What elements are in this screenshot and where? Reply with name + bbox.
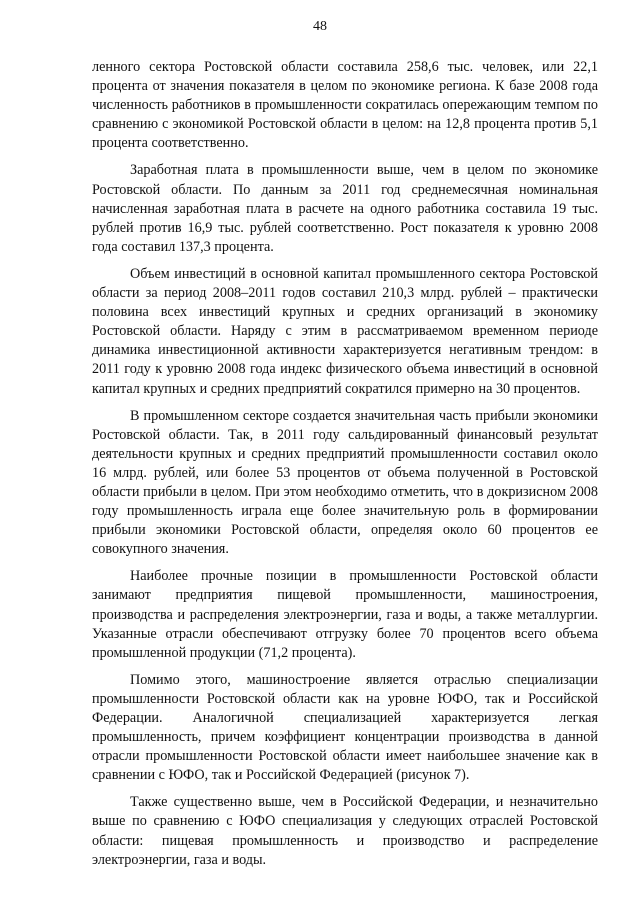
paragraph-continuation: ленного сектора Ростовской области составила 258,6 тыс. человек, или 22,1 процента от значения показателя в целом по экономике региона. К базе 2008 года численность работников в промышленности сократилась опережающим темпом по сравнению с экономикой Ростовской области в целом: на 12,8 процента против 5,1 процента соответственно.	[92, 59, 598, 152]
paragraph-specialization: Помимо этого, машиностроение является отраслью специализации промышленности Ростовской области как на уровне ЮФО, так и Российской Федерации. Аналогичной специализацией характеризуется легкая промышленность, причем коэффициент концентрации производства в данной отрасли промышленности Ростовской области имеет наибольшее значение как в сравнении с ЮФО, так и Российской Федерацией (рисунок 7).	[92, 671, 598, 784]
page-number: 48	[313, 19, 327, 34]
paragraph-investments: Объем инвестиций в основной капитал промышленного сектора Ростовской области за период 2008–2011 годов составил 210,3 млрд. рублей – практически половина всех инвестиций крупных и средних организаций в экономику Ростовской области. Наряду с этим в рассматриваемом временном периоде динамика инвестиционной активности характеризуется негативным трендом: в 2011 году к уровню 2008 года индекс физического объема инвестиций в основной капитал крупных и средних предприятий сократился примерно на 30 процентов.	[92, 265, 598, 397]
paragraph-other-industries: Также существенно выше, чем в Российской Федерации, и незначительно выше по сравнению с ЮФО специализация у следующих отраслей Ростовской области: пищевая промышленность и производство и распределение электроэнергии, газа и воды.	[92, 794, 598, 868]
paragraph-leading-industries: Наиболее прочные позиции в промышленности Ростовской области занимают предприятия пищевой промышленности, машиностроения, производства и распределения электроэнергии, газа и воды, а также металлургии. Указанные отрасли обеспечивают отгрузку более 70 процентов всего объема промышленной продукции (71,2 процента).	[92, 568, 598, 661]
paragraph-wages: Заработная плата в промышленности выше, чем в целом по экономике Ростовской области. По данным за 2011 год среднемесячная номинальная начисленная заработная плата в расчете на одного работника составила 19 тыс. рублей против 16,9 тыс. рублей соответственно. Рост показателя к уровню 2008 года составил 137,3 процента.	[92, 162, 598, 255]
body-text	[92, 58, 598, 870]
paragraph-profit: В промышленном секторе создается значительная часть прибыли экономики Ростовской области. Так, в 2011 году сальдированный финансовый результат деятельности крупных и средних предприятий промышленности составил около 16 млрд. рублей, или более 53 процентов от объема полученной в Ростовской области прибыли в целом. При этом необходимо отметить, что в докризисном 2008 году промышленность играла еще более значительную роль в формировании прибыли экономики Ростовской области, определяя около 60 процентов ее совокупного значения.	[92, 407, 598, 558]
